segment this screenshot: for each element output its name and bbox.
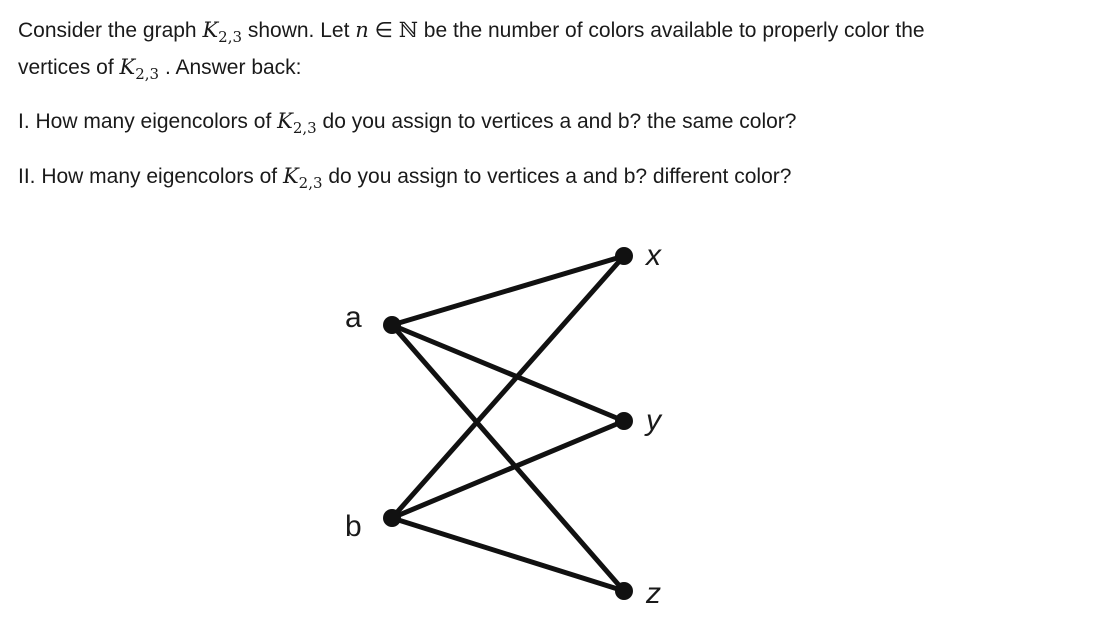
in-symbol: ∈ xyxy=(368,19,399,42)
graph-symbol: $K_{2,3}$ xyxy=(119,55,160,83)
question-1-prefix: I. How many eigencolors of xyxy=(18,110,278,133)
question-2-suffix: do you assign to vertices a and b? different color? xyxy=(322,165,792,188)
vertex-z xyxy=(615,582,633,600)
graph-edges xyxy=(392,256,624,591)
edge-a-y xyxy=(392,325,624,421)
label-a: a xyxy=(345,301,362,334)
edge-a-x xyxy=(392,256,624,325)
vertex-y xyxy=(615,412,633,430)
label-b: b xyxy=(345,510,362,543)
edge-b-x xyxy=(392,256,624,518)
intro-text-1: Consider the graph xyxy=(18,19,203,42)
intro-text-3: be the number of colors available to properly color the xyxy=(417,19,925,42)
var-n: n xyxy=(355,18,369,42)
vertex-x xyxy=(615,247,633,265)
edge-a-z xyxy=(392,325,624,591)
label-x: x xyxy=(646,239,661,272)
intro-text-4: vertices of xyxy=(18,56,120,79)
intro-text-5: . Answer back: xyxy=(159,56,302,79)
label-z: z xyxy=(646,577,661,610)
graph-symbol: $K_{2,3}$ xyxy=(277,109,317,137)
graph-symbol: $K_{2,3}$ xyxy=(202,18,243,46)
label-y: y xyxy=(646,404,661,437)
intro-text-2: shown. Let xyxy=(242,19,356,42)
question-2-prefix: II. How many eigencolors of xyxy=(18,165,283,188)
vertex-b xyxy=(383,509,401,527)
edge-b-y xyxy=(392,421,624,518)
question-1-suffix: do you assign to vertices a and b? the same color? xyxy=(316,110,797,133)
naturals-symbol: ℕ xyxy=(398,18,418,42)
graph-symbol: $K_{2,3}$ xyxy=(282,164,323,192)
graph-vertices xyxy=(383,247,633,600)
vertex-a xyxy=(383,316,401,334)
